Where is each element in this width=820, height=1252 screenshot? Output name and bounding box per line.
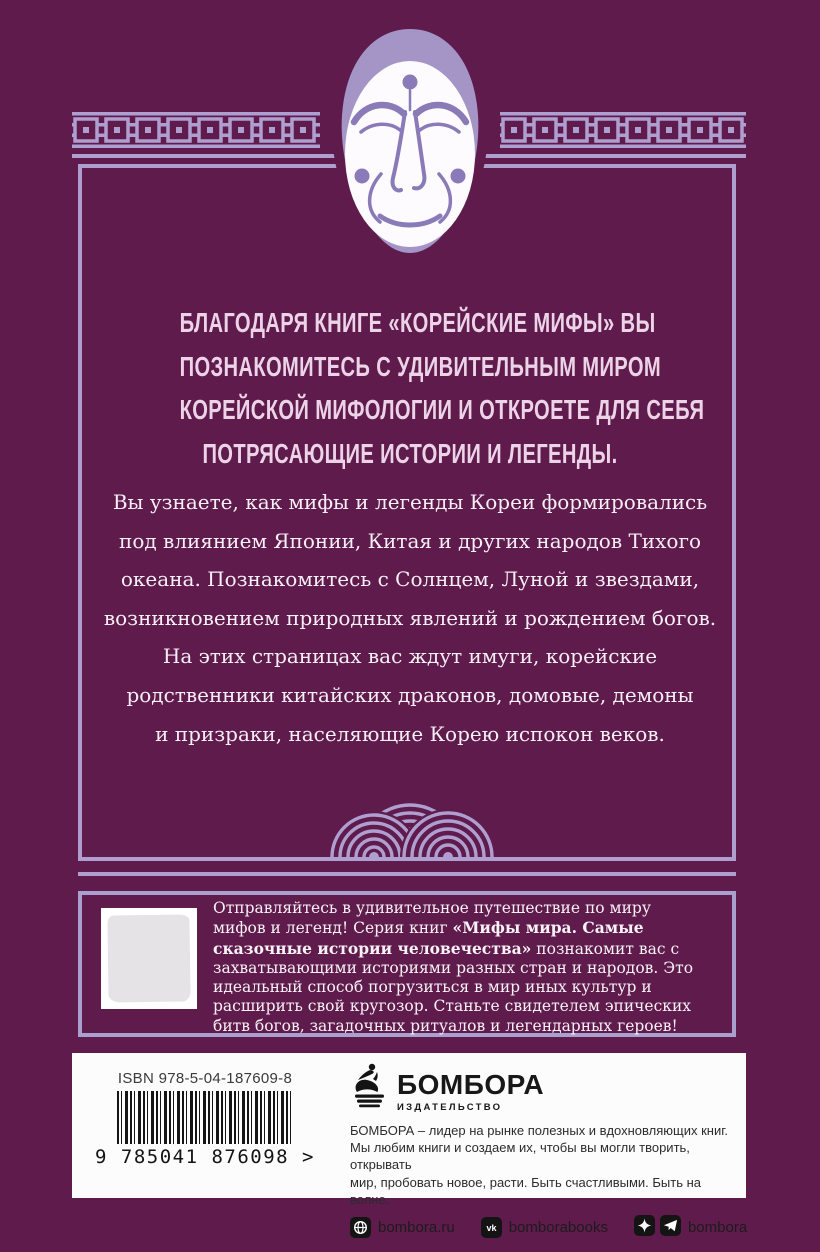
publisher-name: БОМБОРА (397, 1069, 545, 1100)
isbn-label: ISBN 978-5-04-187609-8 (117, 1070, 293, 1087)
headline-line: ПОЗНАКОМИТЕСЬ С УДИВИТЕЛЬНЫМ МИРОМ (179, 350, 662, 382)
blurb-text-line: На этих страницах вас ждут имуги, корейские (162, 644, 658, 669)
vk-label: bomborabooks (508, 1219, 608, 1237)
series-description (213, 899, 705, 1036)
svg-text:vk: vk (486, 1223, 497, 1234)
series-callout (78, 891, 736, 1037)
barcode (117, 1091, 293, 1144)
telegram-icon (660, 1215, 681, 1240)
headline-line: КОРЕЙСКОЙ МИФОЛОГИИ И ОТКРОЕТЕ ДЛЯ СЕБЯ (179, 394, 705, 425)
zen-telegram-link (634, 1215, 747, 1240)
website-link (350, 1217, 455, 1238)
lattice-border-left (72, 112, 320, 148)
korean-mask-icon (317, 22, 503, 265)
blurb-text-line: возникновением природных явлений и рождением богов. (103, 605, 717, 630)
barcode-digits: 9 785041 876098 > (95, 1146, 315, 1168)
isbn-block (86, 1070, 324, 1168)
social-links (350, 1215, 748, 1240)
website-label: bombora.ru (378, 1219, 455, 1237)
series-title: «Мифы мира. Самые сказочные истории человечества» (213, 918, 644, 958)
bombora-logo (350, 1062, 742, 1113)
publisher-description (350, 1122, 742, 1208)
footer-bar (72, 1053, 748, 1237)
blurb-text-line: океана. Познакомитесь с Солнцем, Луной и звездами, (120, 567, 700, 592)
bombora-surfer-icon (350, 1062, 388, 1108)
globe-icon (350, 1217, 371, 1238)
divider-rule-bottom (78, 872, 736, 876)
blurb-text-line: родственники китайских драконов, домовые, демоны (126, 682, 694, 707)
headline-line: ПОТРЯСАЮЩИЕ ИСТОРИИ И ЛЕГЕНДЫ. (202, 437, 618, 469)
blurb-text-line: под влиянием Японии, Китая и других народов Тихого (119, 528, 701, 553)
vk-icon (481, 1217, 502, 1238)
blurb-text-line: Вы узнаете, как мифы и легенды Кореи формировались (112, 490, 708, 514)
blurb-text (88, 483, 732, 753)
blurb-text-line: и призраки, населяющие Корею испокон веков. (155, 721, 665, 746)
publisher-description-line: БОМБОРА – лидер на рынке полезных и вдохновляющих книг. (350, 1123, 728, 1138)
zen-icon (634, 1215, 655, 1240)
publisher-description-line: Мы любим книги и создаем их, чтобы вы могли творить, открывать (350, 1140, 690, 1173)
series-thumbnail (101, 908, 197, 1009)
series-text-start: Отправляйтесь в удивительное путешествие по миру мифов и легенд! Серия книг (213, 899, 651, 938)
lattice-border-right (500, 112, 746, 148)
korean-mask-graphic (317, 22, 503, 260)
blurb-headline (90, 301, 730, 475)
headline-line: БЛАГОДАРЯ КНИГЕ «КОРЕЙСКИЕ МИФЫ» ВЫ (179, 307, 656, 338)
cloud-pattern-icon (322, 793, 498, 857)
publisher-name-block (397, 1062, 544, 1113)
publisher-subtitle: ИЗДАТЕЛЬСТВО (397, 1102, 503, 1113)
series-text-end: познакомит вас с захватывающими историями разных стран и народов. Это идеальный способ погрузиться в мир иных культур и расширить свой кругозор. Станьте свидетелем эпических битв богов, загадочных ритуалов и легендарных героев! (213, 939, 694, 1035)
zen-telegram-label: bombora (687, 1219, 748, 1237)
publisher-block (350, 1062, 748, 1240)
series-thumbnail-placeholder (107, 914, 190, 1002)
publisher-description-line: мир, пробовать новое, расти. Быть счастливыми. Быть на волне. (350, 1174, 702, 1207)
vk-link (481, 1217, 608, 1238)
